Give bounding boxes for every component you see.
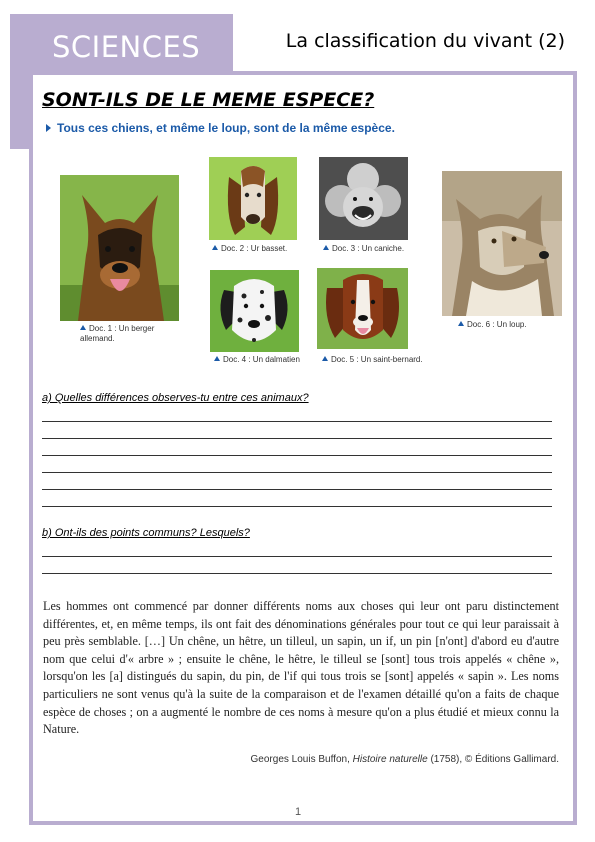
triangle-icon: [212, 245, 218, 250]
chapter-title: La classification du vivant (2): [285, 30, 565, 52]
source-year: (1758), © Éditions Gallimard.: [427, 754, 559, 765]
source-work: Histoire naturelle: [352, 754, 428, 765]
answer-line[interactable]: [42, 472, 552, 473]
wolf-image: [442, 171, 562, 316]
answer-line[interactable]: [42, 421, 552, 422]
wolf-photo: [442, 171, 562, 316]
bullet-icon: [46, 124, 51, 132]
poodle-image: [319, 157, 408, 240]
answer-line[interactable]: [42, 455, 552, 456]
doc-1-caption: Doc. 1 : Un berger allemand.: [80, 324, 155, 343]
answer-line[interactable]: [42, 506, 552, 507]
doc-5-caption: Doc. 5 : Un saint-bernard.: [322, 355, 423, 365]
german-shepherd-image: [60, 175, 179, 321]
dalmatian-image: [210, 270, 299, 352]
question-a: a) Quelles différences observes-tu entre ces animaux?: [42, 392, 309, 404]
subject-title: SCIENCES: [52, 30, 201, 64]
doc-6-caption: Doc. 6 : Un loup.: [458, 320, 527, 330]
triangle-icon: [323, 245, 329, 250]
answer-line[interactable]: [42, 573, 552, 574]
doc-2-caption: Doc. 2 : Ur basset.: [212, 244, 287, 254]
poodle-photo: [319, 157, 408, 240]
triangle-icon: [458, 321, 464, 326]
dalmatian-photo: [210, 270, 299, 352]
intro-text: Tous ces chiens, et même le loup, sont de la même espèce.: [57, 121, 395, 135]
basset-image: [209, 157, 297, 240]
section-title: SONT-ILS DE LE MEME ESPECE?: [42, 89, 375, 111]
triangle-icon: [214, 356, 220, 361]
answer-line[interactable]: [42, 556, 552, 557]
triangle-icon: [80, 325, 86, 330]
doc-4-caption: Doc. 4 : Un dalmatien: [214, 355, 300, 365]
buffon-quote: Les hommes ont commencé par donner différents noms aux choses qui leur ont paru distinctement différentes, et, en même temps, ils ont fait des dénominations générales pour tout ce qui leur paraissait à peu près semblable. […] Un chêne, un hêtre, un tilleul, un sapin, un if, un pin [n'ont] d'abord eu d'autre nom que celui d'« arbre » ; ensuite le chêne, le hêtre, le tilleul se [sont] tous trois appelés « chêne », lorsqu'on les [a] distingués du sapin, du pin, de l'if qui tous trois se [sont] appelés « sapin ». Les noms particuliers ne sont venus qu'à la suite de la comparaison et de l'examen détaillé qu'on a faits de chaque espèce de choses ; on a augmenté le nombre de ces noms à mesure qu'on a plus étudié et mieux connu la Nature.: [43, 599, 559, 737]
doc-3-caption: Doc. 3 : Un caniche.: [323, 244, 404, 254]
quote-source: [251, 754, 559, 765]
triangle-icon: [322, 356, 328, 361]
page-number: 1: [295, 806, 302, 818]
saint-bernard-image: [317, 268, 408, 349]
saint-bernard-photo: [317, 268, 408, 349]
source-author: Georges Louis Buffon,: [250, 754, 353, 765]
german-shepherd-photo: [60, 175, 179, 321]
question-b: b) Ont-ils des points communs? Lesquels?: [42, 527, 250, 539]
answer-line[interactable]: [42, 438, 552, 439]
intro-line: [46, 121, 395, 135]
answer-line[interactable]: [42, 489, 552, 490]
basset-photo: [209, 157, 297, 240]
